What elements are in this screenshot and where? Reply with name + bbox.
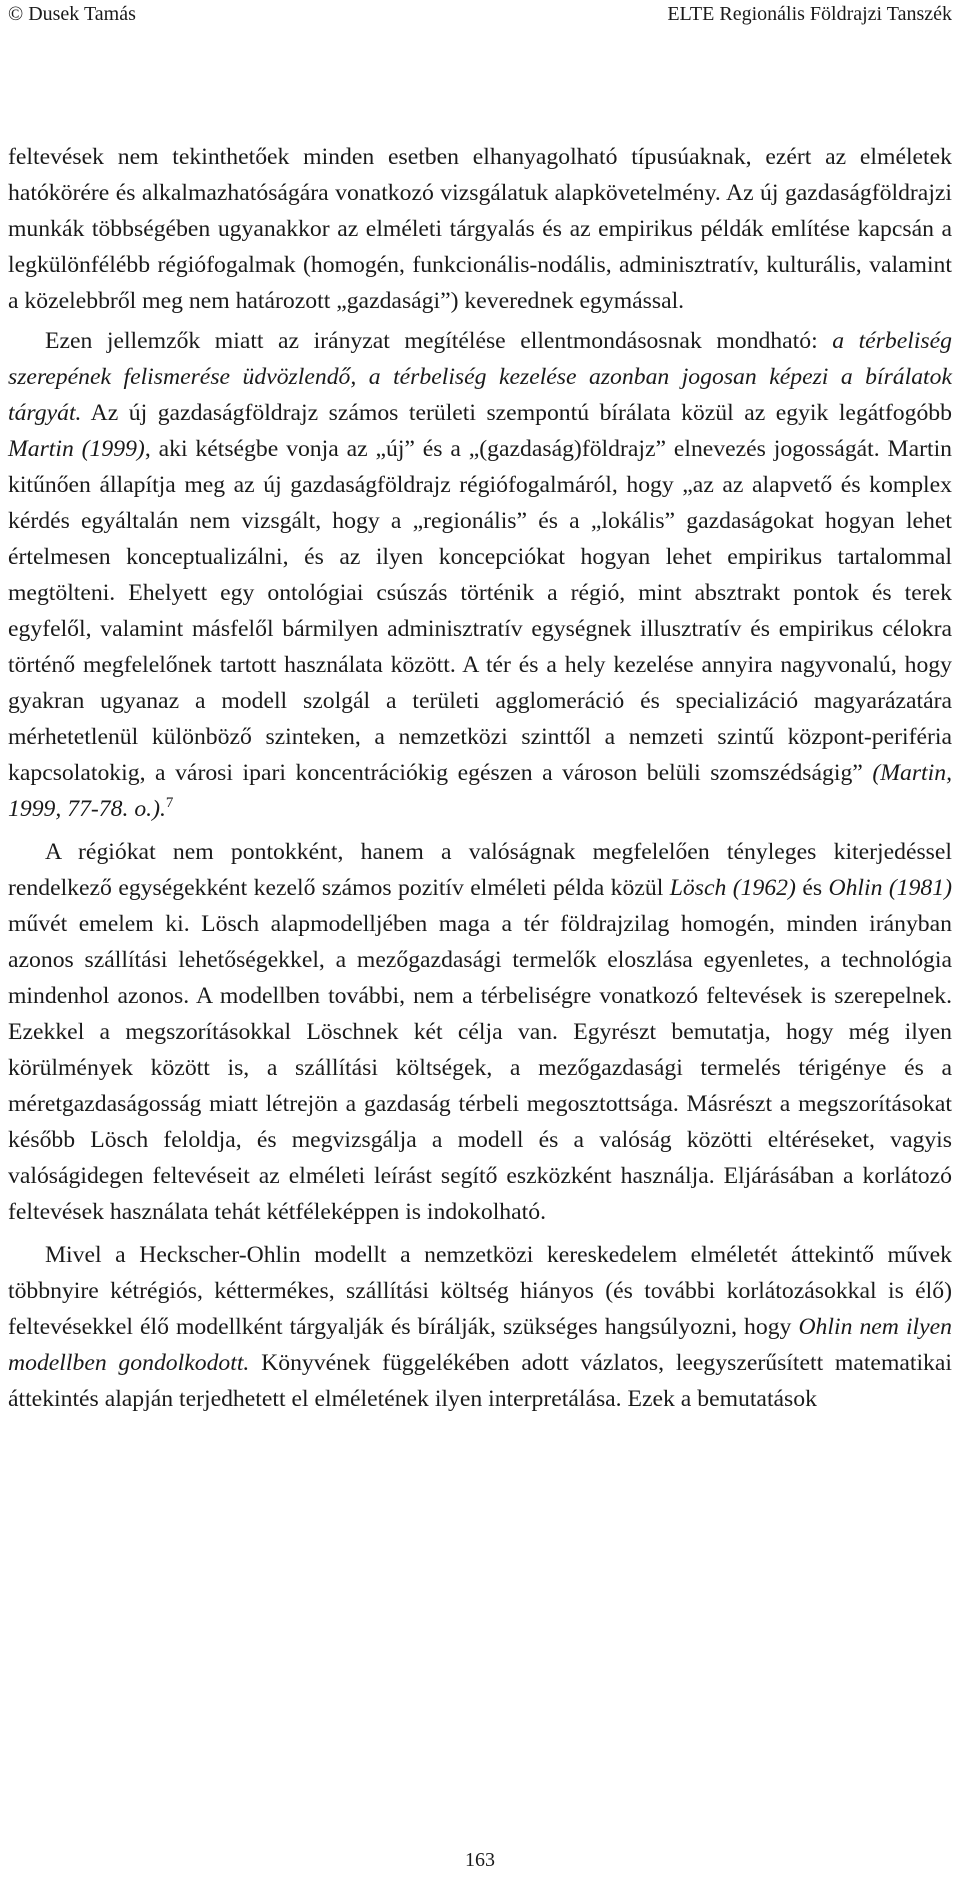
italic-run: a térbeliség szerepének felismerése üdvözlendő, a térbeliség kezelése azonban jogosan képezi a bírálatok tárgyát.: [8, 328, 952, 426]
text-run: művét emelem ki. Lösch alapmodelljében maga a tér földrajzilag homogén, minden irányban azonos szállítási lehetőségekkel, a mezőgazdasági termelők eloszlása egyenletes, a technológia mindenhol azonos. A modellben további, nem a térbeliségre vonatkozó feltevések is szerepelnek. Ezekkel a megszorításokkal Löschnek két célja van. Egyrészt bemutatja, hogy még ilyen körülmények között is, a szállítási költségek, a mezőgazdasági termelés térigénye és a méretgazdaságosság miatt létrejön a gazdaság térbeli megosztottsága. Másrészt a megszorításokat később Lösch feloldja, és megvizsgálja a modell és a valóság közötti eltéréseket, vagyis valóságidegen feltevéseit az elméleti leírást segítő eszközként használja. Eljárásában a korlátozó feltevések használata tehát kétféleképpen is indokolható.: [8, 911, 952, 1225]
paragraph-1: [8, 139, 952, 319]
italic-run: Ohlin nem ilyen modellben gondolkodott.: [8, 1314, 952, 1376]
page-header: [8, 3, 952, 31]
paragraph-4: [8, 1237, 952, 1417]
text-run: Ezen jellemzők miatt az irányzat megítélése ellentmondásosnak mondható:: [45, 328, 833, 354]
paragraph-2: [8, 323, 952, 827]
text-run: Az új gazdaságföldrajz számos területi szempontú bírálata közül az egyik legátfogóbb: [81, 400, 952, 426]
italic-run: (Martin, 1999, 77-78. o.).: [8, 760, 952, 822]
header-copyright: © Dusek Tamás: [8, 3, 136, 25]
header-department: ELTE Regionális Földrajzi Tanszék: [667, 3, 952, 25]
text-run: és: [795, 875, 829, 901]
body-text: [8, 139, 952, 1417]
text-run: Könyvének függelékében adott vázlatos, leegyszerűsített matematikai áttekintés alapján terjedhetett el elméletének ilyen interpretálása. Ezek a bemutatások: [8, 1350, 952, 1412]
text-run: , aki kétségbe vonja az „új” és a „(gazdaság)földrajz” elnevezés jogosságát. Martin kitűnően állapítja meg az új gazdaságföldrajz régiófogalmáról, hogy „az az alapvető és komplex kérdés egyáltalán nem vizsgált, hogy a „regionális” és a „lokális” gazdaságokat hogyan lehet értelmesen konceptualizálni, és az ilyen koncepciókat hogyan lehet empirikus tartalommal megtölteni. Ehelyett egy ontológiai csúszás történik a régió, mint absztrakt pontok és terek egyfelől, valamint másfelől bármilyen adminisztratív egységnek illusztratív és empirikus célokra történő megfelelőnek tartott használata között. A tér és a hely kezelése annyira nagyvonalú, hogy gyakran ugyanaz a modell szolgál a területi agglomeráció és specializáció magyarázatára mérhetetlenül különböző szinteken, a nemzetközi szinttől a nemzeti szintű központ-periféria kapcsolatokig, a városi ipari koncentrációkig egészen a városon belüli szomszédságig”: [8, 436, 952, 786]
footnote-marker: 7: [165, 795, 174, 811]
text-run: feltevések nem tekinthetőek minden esetben elhanyagolható típusúaknak, ezért az elméletek hatókörére és alkalmazhatóságára vonatkozó vizsgálatuk alapkövetelmény. Az új gazdaságföldrajzi munkák többségében ugyanakkor az elméleti tárgyalás és az empirikus példák említése kapcsán a legkülönfélébb régiófogalmak (homogén, funkcionális-nodális, adminisztratív, kulturális, valamint a közelebbről meg nem határozott „gazdasági”) keverednek egymással.: [8, 144, 952, 314]
text-run: A régiókat nem pontokként, hanem a valóságnak megfelelően tényleges kiterjedéssel rendelkező egységekként kezelő számos pozitív elméleti példa közül: [8, 839, 952, 901]
text-run: Mivel a Heckscher-Ohlin modellt a nemzetközi kereskedelem elméletét áttekintő művek többnyire kétrégiós, kéttermékes, szállítási költség hiányos (és további korlátozásokkal is élő) feltevésekkel élő modellként tárgyalják és bírálják, szükséges hangsúlyozni, hogy: [8, 1242, 952, 1340]
italic-run: Martin (1999): [8, 436, 145, 462]
italic-run: Lösch (1962): [669, 875, 796, 901]
paragraph-3: [8, 834, 952, 1230]
page-number: 163: [465, 1849, 495, 1871]
italic-run: Ohlin (1981): [828, 875, 953, 901]
